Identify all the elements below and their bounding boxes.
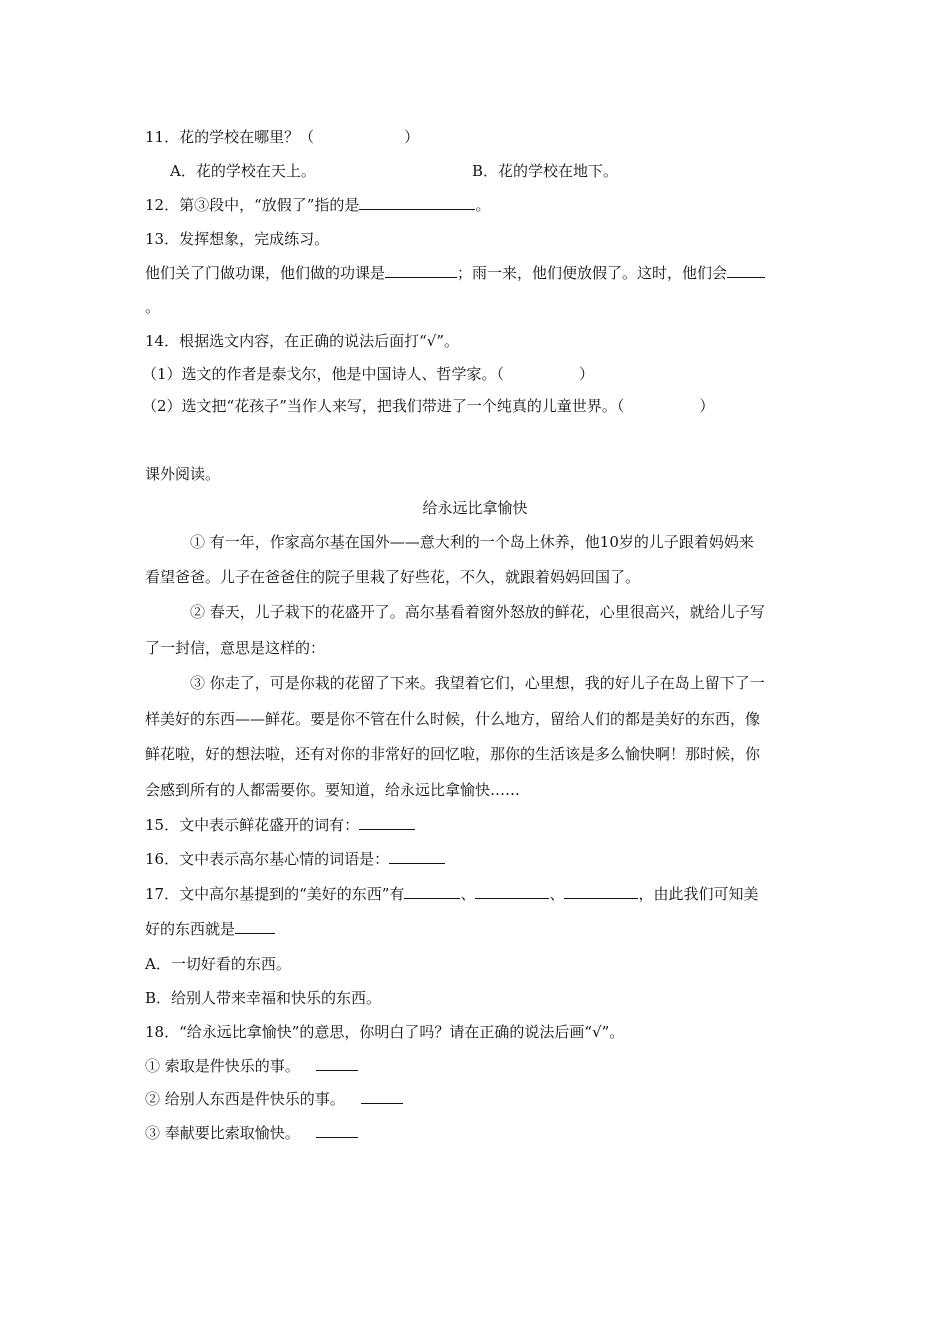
q13-question: 13．发挥想象，完成练习。 bbox=[145, 230, 330, 248]
q17-blank-4[interactable] bbox=[235, 919, 275, 934]
q17-blank-3[interactable] bbox=[564, 884, 638, 899]
q17-question bbox=[145, 884, 758, 904]
passage-p1-line2: 看望爸爸。儿子在爸爸住的院子里栽了好些花，不久，就跟着妈妈回国了。 bbox=[145, 568, 641, 586]
q17-after: ，由此我们可知美 bbox=[638, 885, 759, 903]
q13-blank-1[interactable] bbox=[385, 263, 457, 278]
q17-sep-2: 、 bbox=[549, 885, 565, 903]
q17-line2-text: 好的东西就是 bbox=[145, 920, 236, 938]
q18-s1-text: ① 索取是件快乐的事。 bbox=[145, 1057, 300, 1075]
q11-question: 11．花的学校在哪里？（ ） bbox=[145, 128, 420, 146]
q16-question bbox=[145, 849, 445, 869]
q14-question: 14．根据选文内容，在正确的说法后面打“√”。 bbox=[145, 332, 459, 350]
q13-part2: ；雨一来，他们便放假了。这时，他们会 bbox=[457, 264, 728, 282]
q15-question bbox=[145, 815, 415, 835]
q18-statement-3 bbox=[145, 1123, 358, 1143]
q11-option-a: A．花的学校在天上。 bbox=[170, 162, 316, 180]
q15-text: 15．文中表示鲜花盛开的词有： bbox=[145, 816, 360, 834]
q18-blank-1[interactable] bbox=[316, 1056, 358, 1071]
q17-blank-2[interactable] bbox=[475, 884, 549, 899]
passage-p3-line2: 样美好的东西——鲜花。要是你不管在什么时候，什么地方，留给人们的都是美好的东西，像 bbox=[145, 710, 761, 728]
passage-title: 给永远比拿愉快 bbox=[422, 499, 528, 517]
passage-p1-line1: ① 有一年，作家高尔基在国外——意大利的一个岛上休养，他10岁的儿子跟着妈妈来 bbox=[190, 533, 754, 551]
passage-p3-line1: ③ 你走了，可是你栽的花留了下来。我望着它们，心里想，我的好儿子在岛上留下了一 bbox=[190, 674, 765, 692]
q17-option-b: B．给别人带来幸福和快乐的东西。 bbox=[145, 989, 382, 1007]
q16-text: 16．文中表示高尔基心情的词语是： bbox=[145, 850, 390, 868]
q12-end: 。 bbox=[475, 196, 491, 214]
q17-line2 bbox=[145, 919, 275, 939]
q18-blank-2[interactable] bbox=[361, 1089, 403, 1104]
passage-p2-line2: 了一封信，意思是这样的： bbox=[145, 639, 326, 657]
q14-statement-1: （1）选文的作者是泰戈尔，他是中国诗人、哲学家。（ ） bbox=[142, 365, 595, 383]
q18-blank-3[interactable] bbox=[316, 1123, 358, 1138]
q17-sep-1: 、 bbox=[460, 885, 476, 903]
q17-option-a: A．一切好看的东西。 bbox=[145, 955, 291, 973]
q11-option-b: B．花的学校在地下。 bbox=[472, 162, 619, 180]
q12-blank[interactable] bbox=[359, 195, 475, 210]
q13-part1: 他们关了门做功课，他们做的功课是 bbox=[145, 264, 386, 282]
q18-s2-text: ② 给别人东西是件快乐的事。 bbox=[145, 1090, 345, 1108]
q17-text: 17．文中高尔基提到的“美好的东西”有 bbox=[145, 885, 405, 903]
q16-blank[interactable] bbox=[389, 849, 445, 864]
extra-reading-heading: 课外阅读。 bbox=[145, 465, 221, 483]
passage-p3-line4: 会感到所有的人都需要你。要知道，给永远比拿愉快…… bbox=[145, 781, 521, 799]
q13-blank-2[interactable] bbox=[727, 263, 765, 278]
q18-statement-2 bbox=[145, 1089, 403, 1109]
q18-statement-1 bbox=[145, 1056, 358, 1076]
q13-end: 。 bbox=[145, 298, 161, 316]
q12-text: 12．第③段中，“放假了”指的是 bbox=[145, 196, 360, 214]
q18-question: 18．“给永远比拿愉快”的意思，你明白了吗？请在正确的说法后画“√”。 bbox=[145, 1023, 625, 1041]
q12-question bbox=[145, 195, 490, 215]
passage-p3-line3: 鲜花啦，好的想法啦，还有对你的非常好的回忆啦，那你的生活该是多么愉快啊！那时候，你 bbox=[145, 745, 761, 763]
q15-blank[interactable] bbox=[359, 815, 415, 830]
q14-statement-2: （2）选文把“花孩子”当作人来写，把我们带进了一个纯真的儿童世界。（ ） bbox=[142, 397, 715, 415]
q17-blank-1[interactable] bbox=[404, 884, 460, 899]
q18-s3-text: ③ 奉献要比索取愉快。 bbox=[145, 1124, 300, 1142]
passage-p2-line1: ② 春天，儿子栽下的花盛开了。高尔基看着窗外怒放的鲜花，心里很高兴，就给儿子写 bbox=[190, 603, 765, 621]
q13-sentence bbox=[145, 263, 765, 283]
